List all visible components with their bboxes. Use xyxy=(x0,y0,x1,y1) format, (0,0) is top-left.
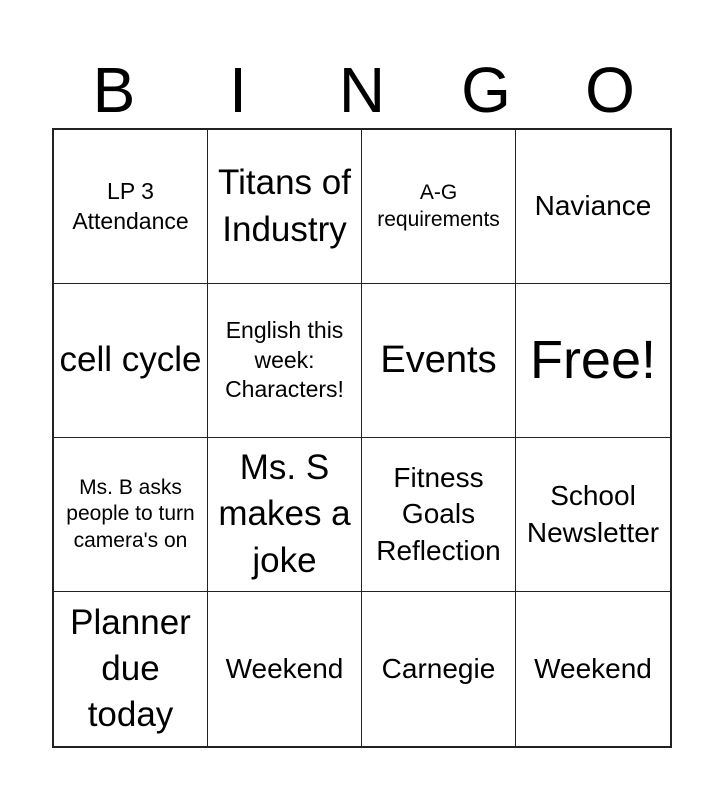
bingo-cell-camera-on[interactable] xyxy=(54,438,208,592)
bingo-cell-english-characters[interactable] xyxy=(208,284,362,438)
bingo-cell-titans-of-industry[interactable] xyxy=(208,130,362,284)
bingo-cell-ms-s-joke[interactable] xyxy=(208,438,362,592)
header-letter-o: O xyxy=(585,54,635,126)
cell-label: Events xyxy=(380,338,497,381)
cell-label: Carnegie xyxy=(381,652,496,684)
cell-label: Weekend xyxy=(534,652,652,684)
bingo-cell-free-space[interactable] xyxy=(516,284,670,438)
header-letter-b: B xyxy=(92,54,136,126)
cell-label: Ms. B asks people to turn camera's on xyxy=(66,476,195,552)
cell-label: Free! xyxy=(529,329,657,390)
bingo-cell-weekend-1[interactable] xyxy=(208,592,362,746)
bingo-cell-fitness-goals[interactable] xyxy=(362,438,516,592)
cell-label: School Newsletter xyxy=(526,480,660,548)
bingo-header xyxy=(52,52,672,128)
cell-label: Titans of Industry xyxy=(218,163,351,249)
header-letter-n: N xyxy=(338,54,386,126)
cell-label: Ms. S makes a joke xyxy=(218,448,351,580)
cell-label: Fitness Goals Reflection xyxy=(376,461,501,566)
bingo-cell-events[interactable] xyxy=(362,284,516,438)
bingo-cell-ag-requirements[interactable] xyxy=(362,130,516,284)
bingo-cell-planner-due[interactable] xyxy=(54,592,208,746)
cell-label: A-G requirements xyxy=(377,181,500,231)
cell-label: LP 3 Attendance xyxy=(72,177,189,234)
cell-label: cell cycle xyxy=(59,340,202,380)
bingo-cell-lp3-attendance[interactable] xyxy=(54,130,208,284)
cell-label: Weekend xyxy=(225,652,344,684)
cell-label: Naviance xyxy=(534,190,652,222)
cell-label: English this week: Characters! xyxy=(225,316,344,403)
cell-label: Planner due today xyxy=(70,602,191,735)
bingo-card xyxy=(52,128,672,748)
bingo-cell-school-newsletter[interactable] xyxy=(516,438,670,592)
bingo-cell-naviance[interactable] xyxy=(516,130,670,284)
bingo-cell-carnegie[interactable] xyxy=(362,592,516,746)
header-letter-g: G xyxy=(461,54,511,126)
header-letter-i: I xyxy=(229,54,247,126)
bingo-cell-weekend-2[interactable] xyxy=(516,592,670,746)
bingo-cell-cell-cycle[interactable] xyxy=(54,284,208,438)
